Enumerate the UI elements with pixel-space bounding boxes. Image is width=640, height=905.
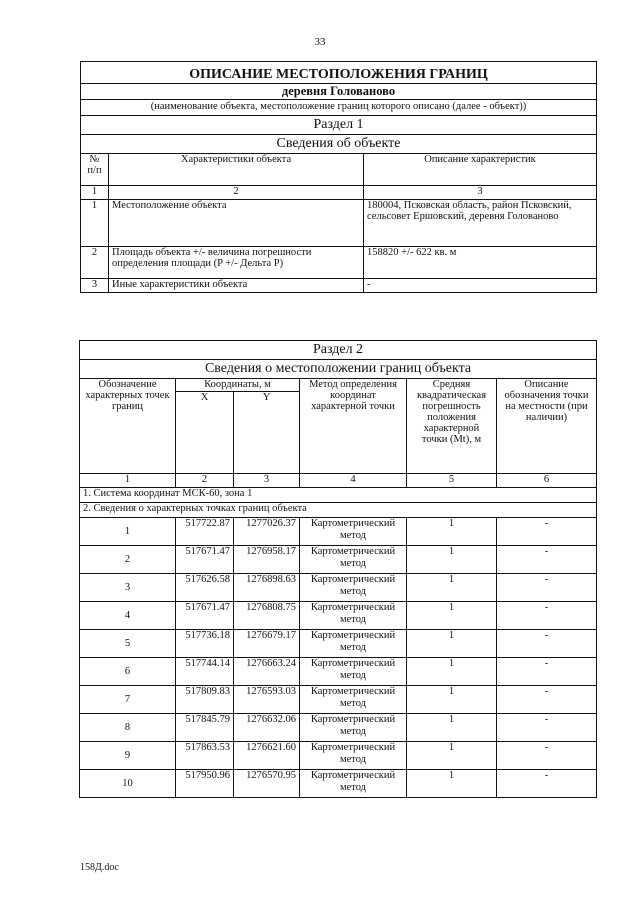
header-accuracy: Средняя квадратическая погрешность положения характерной точки (Mt), м <box>407 379 497 474</box>
object-note: (наименование объекта, местоположение границ которого описано (далее - объект)) <box>81 100 597 116</box>
point-method: Картометрический метод <box>300 770 407 798</box>
table-row <box>80 518 597 546</box>
point-number: 1 <box>80 518 176 546</box>
table-row <box>80 742 597 770</box>
document-title: ОПИСАНИЕ МЕСТОПОЛОЖЕНИЯ ГРАНИЦ <box>81 62 597 84</box>
point-x: 517736.18 <box>176 630 234 658</box>
point-method: Картометрический метод <box>300 518 407 546</box>
point-accuracy: 1 <box>407 658 497 686</box>
table-row <box>81 247 597 279</box>
page-number: 33 <box>314 36 326 48</box>
col-number: 2 <box>176 474 234 488</box>
header-x: X <box>176 392 234 474</box>
point-accuracy: 1 <box>407 770 497 798</box>
characteristic-value: 180004, Псковская область, район Псковский, сельсовет Ершовский, деревня Голованово <box>364 200 597 247</box>
header-designation: Обозначение характерных точек границ <box>80 379 176 474</box>
header-method: Метод определения координат характерной точки <box>300 379 407 474</box>
point-number: 7 <box>80 686 176 714</box>
point-accuracy: 1 <box>407 742 497 770</box>
table-row <box>80 630 597 658</box>
point-number: 3 <box>80 574 176 602</box>
point-y: 1276593.03 <box>234 686 300 714</box>
section2-table <box>79 340 597 798</box>
point-y: 1276898.63 <box>234 574 300 602</box>
table-row <box>80 770 597 798</box>
point-x: 517626.58 <box>176 574 234 602</box>
section2-title: Сведения о местоположении границ объекта <box>80 360 597 379</box>
point-x: 517671.47 <box>176 546 234 574</box>
point-number: 2 <box>80 546 176 574</box>
point-number: 5 <box>80 630 176 658</box>
coordinate-system-row: 1. Система координат МСК-60, зона 1 <box>80 488 597 503</box>
section1-label: Раздел 1 <box>81 116 597 135</box>
points-heading-row: 2. Сведения о характерных точках границ объекта <box>80 503 597 518</box>
point-accuracy: 1 <box>407 518 497 546</box>
point-description: - <box>497 686 597 714</box>
point-x: 517863.53 <box>176 742 234 770</box>
point-method: Картометрический метод <box>300 658 407 686</box>
characteristic: Площадь объекта +/- величина погрешности определения площади (P +/- Дельта P) <box>109 247 364 279</box>
point-number: 6 <box>80 658 176 686</box>
section1-table <box>80 61 597 293</box>
header-coords: Координаты, м <box>176 379 300 392</box>
point-number: 10 <box>80 770 176 798</box>
table-row <box>80 686 597 714</box>
point-method: Картометрический метод <box>300 714 407 742</box>
table-row <box>80 546 597 574</box>
col-number: 6 <box>497 474 597 488</box>
point-method: Картометрический метод <box>300 630 407 658</box>
col-number: 1 <box>81 186 109 200</box>
point-x: 517722.87 <box>176 518 234 546</box>
point-description: - <box>497 546 597 574</box>
point-method: Картометрический метод <box>300 742 407 770</box>
point-y: 1276958.17 <box>234 546 300 574</box>
point-description: - <box>497 714 597 742</box>
point-x: 517845.79 <box>176 714 234 742</box>
characteristic: Иные характеристики объекта <box>109 279 364 293</box>
point-x: 517950.96 <box>176 770 234 798</box>
characteristic-value: - <box>364 279 597 293</box>
col-number: 3 <box>234 474 300 488</box>
row-number: 2 <box>81 247 109 279</box>
point-accuracy: 1 <box>407 546 497 574</box>
point-method: Картометрический метод <box>300 686 407 714</box>
header-point-description: Описание обозначения точки на местности (при наличии) <box>497 379 597 474</box>
point-y: 1276621.60 <box>234 742 300 770</box>
point-number: 8 <box>80 714 176 742</box>
table-row <box>80 602 597 630</box>
section2-label: Раздел 2 <box>80 341 597 360</box>
point-accuracy: 1 <box>407 602 497 630</box>
point-number: 4 <box>80 602 176 630</box>
header-num: № п/п <box>81 154 109 186</box>
table-row <box>81 279 597 293</box>
point-y: 1276808.75 <box>234 602 300 630</box>
characteristic-value: 158820 +/- 622 кв. м <box>364 247 597 279</box>
point-description: - <box>497 742 597 770</box>
point-y: 1276570.95 <box>234 770 300 798</box>
point-accuracy: 1 <box>407 630 497 658</box>
col-number: 1 <box>80 474 176 488</box>
point-description: - <box>497 658 597 686</box>
row-number: 3 <box>81 279 109 293</box>
header-characteristics: Характеристики объекта <box>109 154 364 186</box>
point-y: 1276679.17 <box>234 630 300 658</box>
row-number: 1 <box>81 200 109 247</box>
col-number: 3 <box>364 186 597 200</box>
header-description: Описание характеристик <box>364 154 597 186</box>
point-description: - <box>497 770 597 798</box>
table-row <box>80 658 597 686</box>
point-accuracy: 1 <box>407 686 497 714</box>
point-method: Картометрический метод <box>300 602 407 630</box>
point-description: - <box>497 602 597 630</box>
point-accuracy: 1 <box>407 574 497 602</box>
point-accuracy: 1 <box>407 714 497 742</box>
header-y: Y <box>234 392 300 474</box>
section1-title: Сведения об объекте <box>81 135 597 154</box>
point-x: 517744.14 <box>176 658 234 686</box>
col-number: 4 <box>300 474 407 488</box>
point-x: 517809.83 <box>176 686 234 714</box>
col-number: 5 <box>407 474 497 488</box>
object-name: деревня Голованово <box>81 84 597 100</box>
col-number: 2 <box>109 186 364 200</box>
point-x: 517671.47 <box>176 602 234 630</box>
point-y: 1276632.06 <box>234 714 300 742</box>
point-method: Картометрический метод <box>300 574 407 602</box>
table-row <box>81 200 597 247</box>
point-y: 1276663.24 <box>234 658 300 686</box>
characteristic: Местоположение объекта <box>109 200 364 247</box>
point-method: Картометрический метод <box>300 546 407 574</box>
point-description: - <box>497 574 597 602</box>
point-description: - <box>497 518 597 546</box>
table-row <box>80 714 597 742</box>
point-y: 1277026.37 <box>234 518 300 546</box>
points-list <box>80 518 597 798</box>
table-row <box>80 574 597 602</box>
footer-filename: 158Д.doc <box>80 862 119 873</box>
point-number: 9 <box>80 742 176 770</box>
point-description: - <box>497 630 597 658</box>
